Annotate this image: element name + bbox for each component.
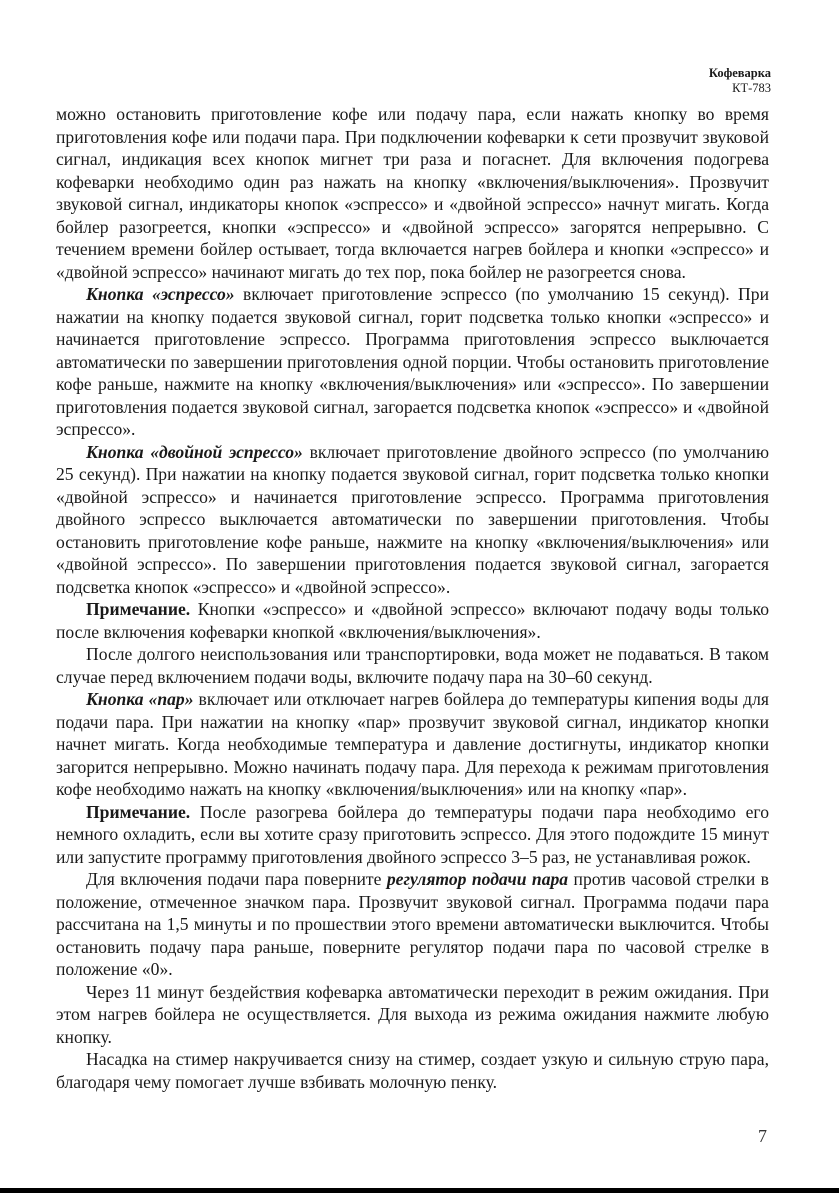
steam-button-heading: Кнопка «пар»	[86, 689, 194, 709]
paragraph-double-espresso-button	[56, 441, 769, 599]
steam-regulator-heading: регулятор подачи пара	[386, 869, 569, 889]
paragraph-note-water	[56, 598, 769, 643]
paragraph-standby	[56, 981, 769, 1049]
double-espresso-button-heading: Кнопка «двойной эспрессо»	[86, 441, 303, 462]
bottom-border	[0, 1188, 839, 1193]
note-label: Примечание.	[86, 599, 191, 619]
espresso-button-heading: Кнопка «эспрессо»	[86, 284, 235, 304]
paragraph-after-storage	[56, 643, 769, 688]
paragraph-text: включает или отключает нагрев бойлера до температуры кипения воды для подачи пара. При нажатии на кнопку «пар» прозвучит звуковой сигнал, индикатор кнопки начнет мигать. Когда необходимые температура и давление достигнуты, индикатор кнопки загорится непрерывно. Можно начинать подачу пара. Для перехода к режимам приготовления кофе необходимо нажать на кнопку «включения/выключения» или на кнопку «пар».	[56, 689, 769, 799]
paragraph-steam-button	[56, 688, 769, 801]
paragraph-text: Насадка на стимер накручивается снизу на стимер, создает узкую и сильную струю пара, благодаря чему помогает лучше взбивать молочную пенку.	[56, 1049, 769, 1092]
paragraph-text-prefix: Для включения подачи пара поверните	[86, 869, 387, 889]
paragraph-text: Кнопки «эспрессо» и «двойной эспрессо» включают подачу воды только после включения кофеварки кнопкой «включения/выключения».	[56, 599, 769, 642]
paragraph-text: включает приготовление эспрессо (по умолчанию 15 секунд). При нажатии на кнопку подается звуковой сигнал, горит подсветка только кнопки «эспрессо» и начинается приготовление эспрессо. Программа приготовления эспрессо выключается автоматически по завершении приготовления одной порции. Чтобы остановить приготовление кофе раньше, нажмите на кнопку «включения/выключения» или «эспрессо». По завершении приготовления подается звуковой сигнал, загорается подсветка кнопок «эспрессо» и «двойной эспрессо».	[56, 284, 769, 439]
page-header	[709, 66, 771, 96]
paragraph-note-cooling	[56, 801, 769, 869]
paragraph-espresso-button	[56, 283, 769, 441]
header-model-number: КТ-783	[732, 81, 771, 95]
page-number: 7	[758, 1126, 767, 1146]
paragraph-text: можно остановить приготовление кофе или подачу пара, если нажать кнопку во время приготовления кофе или подачи пара. При подключении кофеварки к сети прозвучит звуковой сигнал, индикация всех кнопок мигнет три раза и погаснет. Для включения подогрева кофеварки необходимо один раз нажать на кнопку «включения/выключения». Прозвучит звуковой сигнал, индикаторы кнопок «эспрессо» и «двойной эспрессо» начнут мигать. Когда бойлер разогреется, кнопки «эспрессо» и «двойной эспрессо» загорятся непрерывно. С течением времени бойлер остывает, тогда включается нагрев бойлера и кнопки «эспрессо» и «двойной эспрессо» начинают мигать до тех пор, пока бойлер не разогреется снова.	[56, 104, 769, 282]
paragraph-text: После долгого неиспользования или транспортировки, вода может не подаваться. В таком случае перед включением подачи воды, включите подачу пара на 30–60 секунд.	[56, 644, 769, 687]
paragraph-text: включает приготовление двойного эспрессо (по умолчанию 25 секунд). При нажатии на кнопку подается звуковой сигнал, горит подсветка только кнопки «двойной эспрессо» и начинается приготовление эспрессо. Программа приготовления двойного эспрессо выключается автоматически по завершении приготовления. Чтобы остановить приготовление кофе раньше, нажмите на кнопку «включения/выключения» или «двойной эспрессо». По завершении приготовления подается звуковой сигнал, загорается подсветка кнопок «эспрессо» и «двойной эспрессо».	[56, 441, 769, 597]
instructions-body	[56, 103, 769, 1093]
paragraph-intro	[56, 103, 769, 283]
paragraph-text: После разогрева бойлера до температуры подачи пара необходимо его немного охладить, если вы хотите сразу приготовить эспрессо. Для этого подождите 15 минут или запустите программу приготовления двойного эспрессо 3–5 раз, не устанавливая рожок.	[56, 801, 769, 867]
paragraph-steamer-nozzle	[56, 1048, 769, 1093]
note-label: Примечание.	[86, 801, 191, 822]
header-product-name: Кофеварка	[708, 66, 771, 80]
paragraph-text: Через 11 минут бездействия кофеварка автоматически переходит в режим ожидания. При этом нагрев бойлера не осуществляется. Для выхода из режима ожидания нажмите любую кнопку.	[56, 981, 769, 1047]
paragraph-steam-regulator	[56, 868, 769, 981]
paragraph-text: против часовой стрелки в положение, отмеченное значком пара. Прозвучит звуковой сигнал. Программа подачи пара рассчитана на 1,5 минуты и по прошествии этого времени автоматически выключится. Чтобы остановить подачу пара раньше, поверните регулятор подачи пара по часовой стрелке в положение «0».	[56, 869, 769, 979]
